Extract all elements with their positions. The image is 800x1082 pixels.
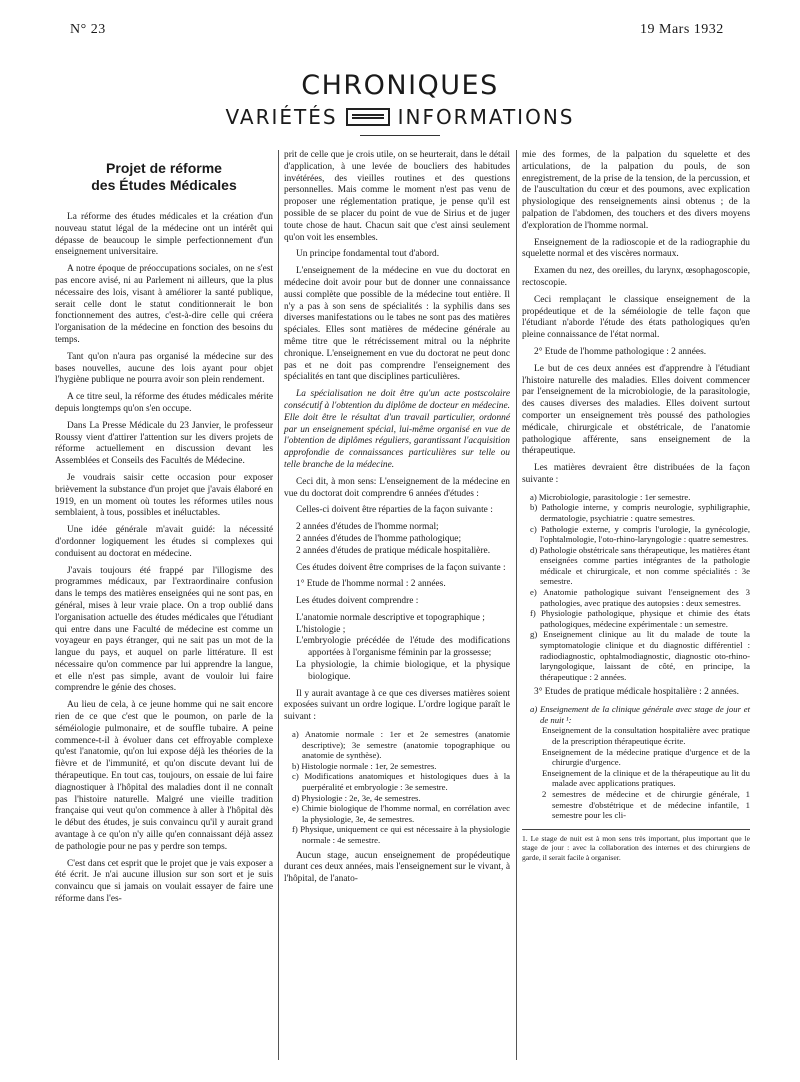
list-item: a) Enseignement de la clinique générale avec stage de jour et de nuit ¹: xyxy=(530,704,750,725)
paragraph: L'enseignement de la médecine en vue du doctorat en médecine doit avoir pour but de donner une connaissance aussi complète que possible de la médecine tout entière. Il n'y a pas à son sens de spécialités : la syphilis dans ses diverses manifestations ou le tabes ne sont pas des matières spéciales. Elles sont matières de médecine générale au même titre que le rétrécissement mitral ou la néphrite chronique. L'enseignement en vue du doctorat ne peut donc pas et ne doit pas comprendre l'enseignement des spécialités en tant que disciplines particulières. xyxy=(284,266,510,383)
title-rule xyxy=(360,135,440,136)
paragraph: Ces études doivent être comprises de la façon suivante : xyxy=(296,562,506,573)
order-list xyxy=(284,729,510,846)
paragraph: 1° Etude de l'homme normal : 2 années. xyxy=(296,579,446,590)
paragraph: Au lieu de cela, à ce jeune homme qui ne sait encore rien de ce que c'est que le poumon, on parle de la séméiologie pulmonaire, et de souffle tubaire. A peine commence-t-il à évoluer dans cet effroyable complexe qu'est l'anatomie, qu'on lui expose déjà les théories de la fièvre et de l'immunité, et qu'on discute devant lui de thérapeutique. En tout cas, toujours, on essaie de lui faire diagnostiquer à l'hôpital des maladies dont il ne connaît pas l'histoire naturelle. Malgré une vieille tradition française qui veut qu'on commence à aller à l'hôpital dès le début des études, je suis convaincu qu'il y aurait grand avantage à ce qu'on n'y aille qu'en connaissant déjà assez de pathologie pour ne pas y perdre son temps. xyxy=(55,700,273,852)
list-item: b) Histologie normale : 1er, 2e semestres. xyxy=(292,760,437,771)
paragraph: Enseignement de la radioscopie et de la radiographie du squelette normal et des viscères normaux. xyxy=(522,237,750,260)
section-title: CHRONIQUES xyxy=(301,70,499,101)
article-title-line: Projet de réforme xyxy=(106,160,222,176)
list-item: g) Enseignement clinique au lit du malade de toute la symptomatologie clinique et du diagnostic différentiel : radiodiagnostic, ophtalmodiagnostic, diagnostic oto-rhino-laryngologique, laissant de côté, en principe, la thérapeutique : 2 années. xyxy=(530,629,750,682)
list-item: a) Microbiologie, parasitologie : 1er semestre. xyxy=(530,491,691,502)
column-rule xyxy=(516,150,517,1060)
subtitle-left: VARIÉTÉS xyxy=(225,105,338,129)
paragraph: Ceci dit, à mon sens: L'enseignement de la médecine en vue du doctorat doit comprendre 6 années d'études : xyxy=(284,476,510,499)
paragraph: mie des formes, de la palpation du squelette et des articulations, de la palpation du pouls, de son enregistrement, de la prise de la tension, de la percussion, et de l'auscultation du cœur et des poumons, avec explication physiologique des renseignements ainsi obtenus ; de la palpation de l'abdomen, des touchers et des divers moyens d'exploration de l'homme normal. xyxy=(522,150,750,231)
article-title-line: des Études Médicales xyxy=(91,177,237,193)
issue-number: N° 23 xyxy=(70,22,106,37)
paragraph: 2° Etude de l'homme pathologique : 2 années. xyxy=(534,346,707,357)
column-2 xyxy=(284,150,510,891)
paragraph: Je voudrais saisir cette occasion pour exposer brièvement la substance d'un projet que j'avais élaboré en 1919, en un moment où toutes les réformes utiles nous semblaient, à tous, possibles et inéluctables. xyxy=(55,472,273,519)
paragraph: Un principe fondamental tout d'abord. xyxy=(296,249,440,260)
column-rule xyxy=(278,150,279,1060)
list-item: f) Physiologie pathologique, physique et chimie des états pathologiques, médecine expérimentale : un semestre. xyxy=(530,608,750,629)
years-list xyxy=(284,522,510,557)
list-item: e) Anatomie pathologique suivant l'enseignement des 3 pathologies, avec pratique des autopsies : deux semestres. xyxy=(530,587,750,608)
normal-studies-list xyxy=(284,613,510,684)
list-item: 2 semestres de médecine et de chirurgie générale, 1 semestre d'obstétrique et de médecine infantile, 1 semestre pour les cli- xyxy=(542,788,750,821)
section-subtitle xyxy=(0,105,800,129)
paragraph: Tant qu'on n'aura pas organisé la médecine sur des bases nouvelles, aucune des lois ayant pour objet l'hygiène publique ne pourra avoir son plein rendement. xyxy=(55,351,273,386)
paragraph: C'est dans cet esprit que le projet que je vais exposer a été écrit. Je n'ai aucune illusion sur son sort et je suis convaincu que si jamais on voulait essayer de faire une réforme dans l'es- xyxy=(55,858,273,905)
list-item: c) Modifications anatomiques et histologiques dues à la puerpéralité et embryologie : 3e semestre. xyxy=(292,771,510,793)
paragraph: A notre époque de préoccupations sociales, on ne s'est pas encore avisé, ni au Parlement ni ailleurs, que la plus nécessaire des lois, visant à améliorer la santé publique, serait celle dont le statut conditionnerait le bon fonctionnement des autres, c'est-à-dire celle qui créera l'organisation de la médecine en fonction des besoins du temps. xyxy=(55,264,273,345)
paragraph: 3° Etudes de pratique médicale hospitalière : 2 années. xyxy=(534,687,739,698)
list-item: e) Chimie biologique de l'homme normal, en corrélation avec la physiologie, 3e, 4e semestres. xyxy=(292,803,510,824)
paragraph: La spécialisation ne doit être qu'un acte postscolaire consécutif à l'obtention du diplôme de docteur en médecine. Elle doit être le résultat d'un travail particulier, ordonné par un enseignement spécial, lui-même organisé en vue de l'obtention de diplômes réguliers, garantissant l'acquisition approfondie de connaissances particulières sur telle ou telle branche de la médecine. xyxy=(284,389,510,470)
list-item: f) Physique, uniquement ce qui est nécessaire à la physiologie normale : 4e semestre. xyxy=(292,824,510,845)
list-item: Enseignement de la consultation hospitalière avec pratique de la prescription thérapeutique écrite. xyxy=(542,725,750,746)
column-3 xyxy=(522,150,750,862)
paragraph: Aucun stage, aucun enseignement de propédeutique durant ces deux années, mais l'enseignement sur le vivant, à l'hôpital, de l'anato- xyxy=(284,850,510,885)
masthead xyxy=(0,70,800,136)
list-item: a) Anatomie normale : 1er et 2e semestres (anatomie descriptive); 3e semestre (anatomie topographique ou anatomie de synthèse). xyxy=(292,729,510,761)
list-item: L'histologie ; xyxy=(296,624,346,635)
pathology-list xyxy=(522,492,750,683)
paragraph: Le but de ces deux années est d'apprendre à l'étudiant l'histoire naturelle des maladies. Elles doivent commencer par l'enseignement de la microbiologie, de la parasitologie, des causes diverses des maladies. Elles doivent surtout comporter un enseignement très poussé des pathologies médicale, chirurgicale et obstétricale, de l'anatomie pathologique afférente, sans enseignement de la thérapeutique. xyxy=(522,363,750,457)
issue-date: 19 Mars 1932 xyxy=(640,22,724,37)
ornament-icon xyxy=(346,108,390,126)
footnote: 1. Le stage de nuit est à mon sens très important, plus important que le stage de jour : avec la collaboration des internes et des chirurgiens de garde, il serait facile à organiser. xyxy=(522,829,750,863)
list-item: L'anatomie normale descriptive et topographique ; xyxy=(296,612,485,623)
list-item: 2 années d'études de l'homme pathologique; xyxy=(296,533,462,544)
paragraph: Les études doivent comprendre : xyxy=(296,596,419,607)
list-item: La physiologie, la chimie biologique, et la physique biologique. xyxy=(296,660,510,682)
paragraph: A ce titre seul, la réforme des études médicales mérite depuis longtemps qu'on s'en occupe. xyxy=(55,392,273,414)
paragraph: J'avais toujours été frappé par l'illogisme des programmes médicaux, par l'extraordinaire confusion dans le temps des matières enseignées qui ne sont pas, en général, mises à leur vraie place. On a trop oublié dans l'organisation actuelle des études médicales que l'étudiant qui entre dans une Faculté de médecine est comme un voyageur en pays étranger, qui ne sait pas un mot de la langue du pays, et auquel on parle littérature. Il est nécessaire qu'on commence par lui apprendre la langue, et elle n'est pas simple, avant de vouloir lui faire comprendre le génie des choses. xyxy=(55,565,273,694)
list-item: Enseignement de la clinique et de la thérapeutique au lit du malade avec applications pratiques. xyxy=(542,767,750,789)
paragraph: Dans La Presse Médicale du 23 Janvier, le professeur Roussy vient d'attirer l'attention sur les divers projets de réforme actuellement en discussion devant les Assemblées et Conseils des Facultés de Médecine. xyxy=(55,420,273,467)
paragraph: Les matières devraient être distribuées de la façon suivante : xyxy=(522,463,750,485)
paragraph: Examen du nez, des oreilles, du larynx, œsophagoscopie, rectoscopie. xyxy=(522,266,750,288)
paragraph: Une idée générale m'avait guidé: la nécessité d'ordonner logiquement les études si complexes qui conduisent au doctorat en médecine. xyxy=(55,525,273,559)
paragraph: La réforme des études médicales et la création d'un nouveau statut légal de la médecine ont un intérêt qui dépasse de beaucoup le simple perfectionnement d'un enseignement universitaire. xyxy=(55,212,273,258)
column-1 xyxy=(55,150,273,911)
list-item: L'embryologie précédée de l'étude des modifications apportées à l'organisme féminin par la grossesse; xyxy=(296,636,510,659)
article-title xyxy=(55,160,273,194)
list-item: 2 années d'études de l'homme normal; xyxy=(296,522,439,533)
paragraph: Il y aurait avantage à ce que ces diverses matières soient exposées suivant un ordre logique. L'ordre logique paraît le suivant : xyxy=(284,688,510,723)
list-item: d) Pathologie obstétricale sans thérapeutique, les matières étant enseignées comme parties intégrantes de la pathologie médicale et chirurgicale, et non comme spécialités : 3e semestre. xyxy=(530,544,751,587)
list-item: 2 années d'études de pratique médicale hospitalière. xyxy=(296,545,491,556)
paragraph: prit de celle que je crois utile, on se heurterait, dans le détail d'application, à une levée de boucliers des habitudes invétérées, des vieilles routines et des questions personnelles. Mais comme le moment n'est pas venu de proposer une réglementation pratique, je pense qu'il est possible de se placer du point de vue de Sirius et de juger toute chose de haut. Chacun sait que c'est ainsi seulement qu'on voit les ensembles. xyxy=(284,150,510,243)
subtitle-right: INFORMATIONS xyxy=(397,105,575,129)
list-item: d) Physiologie : 2e, 3e, 4e semestres. xyxy=(292,792,421,803)
list-item: b) Pathologie interne, y compris neurologie, syphiligraphie, dermatologie, psychiatrie : quatre semestres. xyxy=(530,502,750,523)
paragraph: Celles-ci doivent être réparties de la façon suivante : xyxy=(296,505,493,516)
list-item: Enseignement de la médecine pratique d'urgence et de la chirurgie d'urgence. xyxy=(542,746,750,768)
paragraph: Ceci remplaçant le classique enseignement de la propédeutique et de la séméiologie de telle façon que l'étudiant n'aborde l'étude des états pathologiques qu'en pleine connaissance de l'état normal. xyxy=(522,294,750,341)
list-item: c) Pathologie externe, y compris l'urologie, la gynécologie, l'ophtalmologie, l'oto-rhino-laryngologie : quatre semestres. xyxy=(530,523,750,545)
hospital-practice-list xyxy=(522,704,750,821)
